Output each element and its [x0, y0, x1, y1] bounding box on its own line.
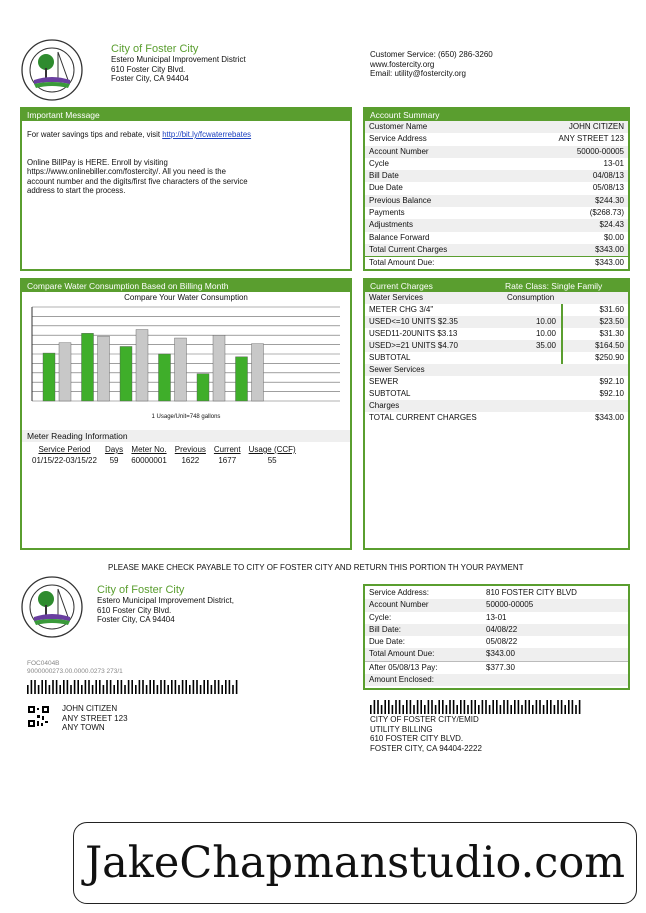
barcode-bar	[56, 680, 58, 694]
important-message-title: Important Message	[22, 109, 350, 121]
water-charge-qty	[507, 352, 562, 364]
rate-class: Rate Class: Single Family	[505, 281, 603, 291]
account-summary-label: Due Date	[369, 183, 403, 193]
sewer-services-row	[365, 364, 628, 376]
account-summary-row	[365, 207, 628, 219]
stub-customer-street: ANY STREET 123	[62, 713, 128, 723]
water-charge-amount: $23.50	[599, 317, 624, 326]
account-summary-value: JOHN CITIZEN	[568, 122, 624, 131]
water-services-row	[365, 292, 628, 304]
stub-summary-row	[365, 674, 628, 686]
chart-title: Compare Your Water Consumption	[124, 293, 248, 302]
barcode-bar	[113, 685, 115, 694]
stub-summary-row	[365, 661, 628, 674]
barcode-bar	[203, 680, 205, 694]
city-logo	[20, 38, 84, 102]
barcode-bar	[225, 680, 227, 694]
stub-summary-value: 13-01	[486, 612, 507, 622]
barcode-bar	[117, 680, 119, 694]
water-charge-qty: 35.00	[535, 341, 556, 350]
chart-bar	[175, 338, 187, 401]
barcode-bar	[420, 700, 422, 714]
stub-summary-label: Bill Date:	[369, 624, 402, 634]
account-summary-value: 50000-00005	[576, 146, 624, 156]
total-current-charges-label: TOTAL CURRENT CHARGES	[369, 413, 477, 422]
barcode-bar	[543, 705, 545, 714]
chart-bar	[43, 353, 55, 401]
qr-code-icon	[28, 706, 49, 727]
barcode-bar	[410, 700, 412, 714]
account-summary-row	[365, 170, 628, 182]
stub-summary-label: Amount Enclosed:	[369, 675, 434, 685]
barcode-bar	[207, 680, 209, 694]
barcode-bar	[453, 700, 455, 714]
account-summary-label: Bill Date	[369, 171, 399, 181]
sewer-charge-amount: $92.10	[599, 377, 624, 386]
account-summary-label: Previous Balance	[369, 195, 432, 205]
stub-address-1: 610 Foster City Blvd.	[97, 605, 172, 615]
barcode-bar	[478, 705, 480, 714]
water-charge-qty	[507, 304, 562, 316]
water-charge-qty: 10.00	[535, 329, 556, 338]
barcode-bar	[402, 705, 404, 714]
barcode-bar	[124, 685, 126, 694]
barcode-bar	[424, 705, 426, 714]
barcode-bar	[167, 685, 169, 694]
account-summary-row	[365, 182, 628, 194]
barcode-bar	[532, 705, 534, 714]
important-message-panel	[20, 107, 352, 271]
barcode-bar	[99, 680, 101, 694]
charges-row	[365, 400, 628, 412]
meter-value-cell: 59	[109, 456, 119, 465]
barcode-bar	[539, 700, 541, 714]
barcode-bar	[74, 680, 76, 694]
stub-summary-value: $377.30	[486, 662, 515, 672]
barcode-bar	[525, 700, 527, 714]
remit-barcode	[370, 700, 586, 714]
stub-city-logo	[20, 575, 84, 639]
stub-summary-row	[365, 612, 628, 624]
stub-summary-label: Cycle:	[369, 612, 392, 622]
stub-summary-label: Service Address:	[369, 588, 430, 597]
barcode-bar	[377, 700, 379, 714]
barcode-bar	[514, 700, 516, 714]
barcode-bar	[175, 680, 177, 694]
barcode-bar	[381, 705, 383, 714]
barcode-bar	[568, 700, 570, 714]
barcode-bar	[456, 705, 458, 714]
barcode-bar	[63, 680, 65, 694]
city-name: City of Foster City	[111, 43, 199, 55]
barcode-bar	[467, 705, 469, 714]
water-charge-amount: $31.30	[599, 329, 624, 338]
barcode-bar	[103, 685, 105, 694]
consumption-title: Compare Water Consumption Based on Billing Month	[22, 280, 350, 292]
water-charge-row	[365, 328, 628, 340]
stub-summary-row	[365, 587, 628, 599]
barcode-bar	[92, 685, 94, 694]
chart-bar	[252, 344, 264, 401]
barcode-bar	[178, 685, 180, 694]
barcode-bar	[85, 680, 87, 694]
barcode-bar	[518, 700, 520, 714]
barcode-bar	[106, 680, 108, 694]
water-charge-rows	[365, 304, 628, 364]
stub-summary-rows	[365, 587, 628, 686]
meter-reading-title: Meter Reading Information	[22, 430, 350, 442]
meter-value-cell: 01/15/22-03/15/22	[32, 456, 97, 465]
barcode-bar	[392, 705, 394, 714]
barcode-bar	[550, 700, 552, 714]
barcode-bar	[200, 685, 202, 694]
meter-header-cell: Service Period	[38, 445, 91, 454]
city-address-1: 610 Foster City Blvd.	[111, 64, 186, 74]
sewer-charge-amount: $92.10	[599, 389, 624, 398]
chart-bar	[120, 346, 132, 401]
meter-reading-table	[28, 444, 300, 466]
stub-summary-row	[365, 624, 628, 636]
barcode-bar	[395, 700, 397, 714]
meter-value-cell: 55	[267, 456, 277, 465]
chart-bar	[159, 354, 171, 401]
consumption-panel	[20, 278, 352, 550]
barcode-bar	[34, 680, 36, 694]
current-charges-title: Current Charges	[370, 281, 433, 291]
water-charge-row	[365, 352, 628, 364]
billpay-para-1: Online BillPay is HERE. Enroll by visiting	[27, 157, 168, 167]
meter-header-row	[28, 444, 300, 455]
sewer-charge-label: SEWER	[369, 377, 399, 386]
total-amount-due-value: $343.00	[595, 258, 624, 268]
stub-summary-row	[365, 648, 628, 660]
barcode-bar	[52, 680, 54, 694]
stub-code-2: 9000000273.00.0000.0273 273/1	[27, 668, 123, 675]
account-summary-label: Customer Name	[369, 122, 428, 131]
remit-line-4: FOSTER CITY, CA 94404-2222	[370, 743, 482, 753]
account-summary-value: $343.00	[595, 244, 624, 254]
stub-summary-row	[365, 636, 628, 648]
billpay-para-2: https://www.onlinebiller.com/fostercity/. All you need is the	[27, 167, 226, 176]
barcode-bar	[146, 685, 148, 694]
barcode-bar	[521, 705, 523, 714]
water-charge-amount: $164.50	[595, 341, 624, 350]
account-summary-label: Adjustments	[369, 220, 414, 230]
account-summary-row	[365, 133, 628, 145]
total-amount-due-row	[365, 256, 628, 269]
barcode-bar	[482, 700, 484, 714]
account-summary-label: Balance Forward	[369, 232, 430, 242]
barcode-bar	[485, 700, 487, 714]
chart-bar	[236, 357, 248, 401]
barcode-bar	[41, 680, 43, 694]
barcode-bar	[384, 700, 386, 714]
barcode-bar	[153, 680, 155, 694]
barcode-bar	[110, 680, 112, 694]
barcode-bar	[417, 700, 419, 714]
billpay-para-4: address to start the process.	[27, 186, 126, 195]
sewer-charge-row	[365, 388, 628, 400]
stub-summary-value: $343.00	[486, 649, 515, 659]
meter-header-cell: Current	[213, 445, 241, 454]
stub-summary-label: Total Amount Due:	[369, 649, 435, 659]
stub-code-1: FOC0404B	[27, 660, 60, 667]
barcode-bar	[374, 700, 376, 714]
barcode-bar	[185, 680, 187, 694]
barcode-bar	[128, 680, 130, 694]
stub-customer-name: JOHN CITIZEN	[62, 704, 118, 713]
account-summary-value: ($268.73)	[589, 208, 624, 218]
barcode-bar	[564, 705, 566, 714]
billpay-para-3: account number and the digits/first five characters of the service	[27, 176, 248, 186]
barcode-bar	[135, 685, 137, 694]
current-charges-header	[365, 280, 628, 292]
account-summary-value: 04/08/13	[592, 171, 624, 181]
barcode-bar	[428, 700, 430, 714]
barcode-bar	[446, 705, 448, 714]
barcode-bar	[77, 680, 79, 694]
district-name: Estero Municipal Improvement District	[111, 55, 246, 64]
barcode-bar	[27, 685, 29, 694]
stub-summary-row	[365, 599, 628, 611]
barcode-bar	[388, 700, 390, 714]
sewer-charge-rows	[365, 376, 628, 400]
total-amount-due-label: Total Amount Due:	[369, 258, 435, 268]
barcode-bar	[38, 685, 40, 694]
barcode-bar	[489, 705, 491, 714]
barcode-bar	[31, 680, 33, 694]
barcode-bar	[193, 680, 195, 694]
chart-bar	[136, 330, 148, 401]
water-charge-label: USED<=10 UNITS $2.35	[369, 317, 458, 326]
barcode-bar	[95, 680, 97, 694]
city-address-2: Foster City, CA 94404	[111, 74, 189, 83]
barcode-bar	[131, 680, 133, 694]
barcode-bar	[503, 700, 505, 714]
meter-header-cell: Usage (CCF)	[248, 445, 296, 454]
water-charge-amount: $250.90	[595, 353, 624, 362]
stub-city-name: City of Foster City	[97, 584, 185, 596]
barcode-bar	[406, 700, 408, 714]
account-summary-value: $0.00	[603, 232, 624, 242]
barcode-bar	[528, 700, 530, 714]
barcode-bar	[460, 700, 462, 714]
barcode-bar	[157, 685, 159, 694]
remit-line-1: CITY OF FOSTER CITY/EMID	[370, 715, 479, 724]
barcode-bar	[464, 700, 466, 714]
chart-bar	[213, 335, 225, 401]
chart-bar	[82, 333, 94, 401]
account-summary-row	[365, 195, 628, 207]
account-summary-value: 05/08/13	[592, 183, 624, 193]
account-summary-row	[365, 232, 628, 244]
total-current-charges-value: $343.00	[595, 413, 624, 422]
barcode-bar	[214, 680, 216, 694]
consumption-label: Consumption	[507, 293, 555, 302]
stub-summary-value: 05/08/22	[486, 637, 518, 647]
water-charge-row	[365, 316, 628, 328]
water-services-label: Water Services	[369, 293, 423, 302]
chart-bar	[197, 374, 209, 401]
barcode-bar	[164, 680, 166, 694]
barcode-bar	[474, 700, 476, 714]
account-summary-row	[365, 121, 628, 133]
stub-summary-value: 50000-00005	[486, 600, 534, 610]
barcode-bar	[70, 685, 72, 694]
barcode-bar	[370, 705, 372, 714]
barcode-bar	[67, 680, 69, 694]
meter-header-cell: Previous	[174, 445, 206, 454]
rebate-link[interactable]: http://bit.ly/fcwaterrebates	[162, 130, 252, 139]
watermark-box	[73, 822, 637, 904]
water-charge-label: USED11-20UNITS $3.13	[369, 329, 458, 338]
barcode-bar	[442, 700, 444, 714]
barcode-bar	[221, 685, 223, 694]
water-charge-row	[365, 304, 628, 316]
barcode-bar	[561, 700, 563, 714]
account-summary-row	[365, 244, 628, 256]
account-summary-row	[365, 158, 628, 170]
meter-header-cell: Meter No.	[131, 445, 167, 454]
barcode-bar	[81, 685, 83, 694]
chart-bar	[59, 343, 71, 401]
account-summary-label: Cycle	[369, 158, 390, 168]
account-summary-rows	[365, 121, 628, 256]
stub-customer-town: ANY TOWN	[62, 723, 105, 732]
barcode-bar	[438, 700, 440, 714]
barcode-bar	[139, 680, 141, 694]
account-summary-value: ANY STREET 123	[558, 134, 624, 144]
barcode-bar	[88, 680, 90, 694]
barcode-bar	[189, 685, 191, 694]
barcode-bar	[546, 700, 548, 714]
sewer-services-label: Sewer Services	[369, 365, 425, 374]
chart-bar	[98, 336, 110, 401]
barcode-bar	[232, 685, 234, 694]
account-summary-row	[365, 146, 628, 158]
email: Email: utility@fostercity.org	[370, 69, 466, 78]
meter-value-cell: 1622	[181, 456, 200, 465]
barcode-bar	[49, 685, 51, 694]
barcode-bar	[575, 705, 577, 714]
stub-summary-value: 810 FOSTER CITY BLVD	[486, 588, 577, 597]
remit-line-3: 610 FOSTER CITY BLVD.	[370, 734, 464, 743]
barcode-bar	[557, 700, 559, 714]
stub-summary-label: After 05/08/13 Pay:	[369, 662, 438, 672]
barcode-bar	[431, 700, 433, 714]
consumption-chart	[22, 303, 350, 411]
water-charge-label: SUBTOTAL	[369, 353, 411, 362]
account-summary-label: Total Current Charges	[369, 244, 448, 254]
barcode-bar	[218, 680, 220, 694]
consumption-divider	[561, 304, 563, 364]
barcode-bar	[496, 700, 498, 714]
barcode-bar	[399, 700, 401, 714]
account-summary-title: Account Summary	[365, 109, 628, 121]
sewer-charge-row	[365, 376, 628, 388]
total-current-charges-row	[365, 412, 628, 424]
barcode-bar	[435, 705, 437, 714]
customer-service-phone: Customer Service: (650) 286-3260	[370, 50, 493, 59]
water-charge-label: USED>=21 UNITS $4.70	[369, 341, 458, 350]
stub-summary-label: Due Date:	[369, 637, 406, 647]
barcode-bar	[449, 700, 451, 714]
barcode-bar	[229, 680, 231, 694]
current-charges-panel	[363, 278, 630, 550]
account-summary-row	[365, 219, 628, 231]
barcode-bar	[236, 680, 238, 694]
water-charge-label: METER CHG 3/4"	[369, 305, 434, 314]
stub-address-2: Foster City, CA 94404	[97, 615, 175, 624]
watermark-text: JakeChapmanstudio.com	[84, 838, 626, 888]
barcode-bar	[572, 700, 574, 714]
barcode-bar	[149, 680, 151, 694]
barcode-bar	[510, 705, 512, 714]
barcode-bar	[579, 700, 581, 714]
meter-values-row	[28, 455, 300, 466]
barcode-bar	[59, 685, 61, 694]
charges-label: Charges	[369, 401, 400, 410]
chart-footnote: 1 Usage/Unit=748 gallons	[151, 414, 221, 420]
barcode-bar	[471, 700, 473, 714]
rebate-line: For water savings tips and rebate, visit http://bit.ly/fcwaterrebates	[27, 130, 252, 139]
meter-value-cell: 1677	[218, 456, 237, 465]
barcode-bar	[500, 705, 502, 714]
barcode-bar	[413, 705, 415, 714]
barcode-bar	[171, 680, 173, 694]
barcode-bar	[160, 680, 162, 694]
barcode-bar	[492, 700, 494, 714]
account-summary-value: $244.30	[595, 195, 624, 205]
stub-district: Estero Municipal Improvement District,	[97, 596, 234, 605]
water-charge-amount: $31.60	[599, 305, 624, 314]
sewer-charge-label: SUBTOTAL	[369, 389, 411, 398]
account-summary-label: Service Address	[369, 134, 427, 144]
barcode-bar	[182, 680, 184, 694]
barcode-bar	[121, 680, 123, 694]
barcode-bar	[211, 685, 213, 694]
barcode-bar	[142, 680, 144, 694]
meter-value-cell: 60000001	[131, 456, 167, 465]
barcode-bar	[45, 680, 47, 694]
payable-note: PLEASE MAKE CHECK PAYABLE TO CITY OF FOSTER CITY AND RETURN THIS PORTION TH YOUR PAYMENT	[108, 563, 524, 572]
stub-summary-label: Account Number	[369, 600, 429, 610]
stub-summary-value: 04/08/22	[486, 624, 518, 634]
account-summary-label: Payments	[369, 208, 405, 218]
website: www.fostercity.org	[370, 59, 435, 69]
barcode-bar	[507, 700, 509, 714]
barcode-bar	[536, 700, 538, 714]
barcode-bar	[196, 680, 198, 694]
account-summary-value: $24.43	[599, 220, 624, 230]
account-summary-value: 13-01	[603, 158, 624, 168]
barcode-bar	[554, 705, 556, 714]
remit-line-2: UTILITY BILLING	[370, 724, 433, 734]
water-charge-qty: 10.00	[535, 317, 556, 326]
account-summary-panel	[363, 107, 630, 271]
stub-summary-panel	[363, 584, 630, 690]
water-charge-row	[365, 340, 628, 352]
postal-barcode	[27, 680, 243, 694]
account-summary-label: Account Number	[369, 146, 429, 156]
meter-header-cell: Days	[104, 445, 124, 454]
